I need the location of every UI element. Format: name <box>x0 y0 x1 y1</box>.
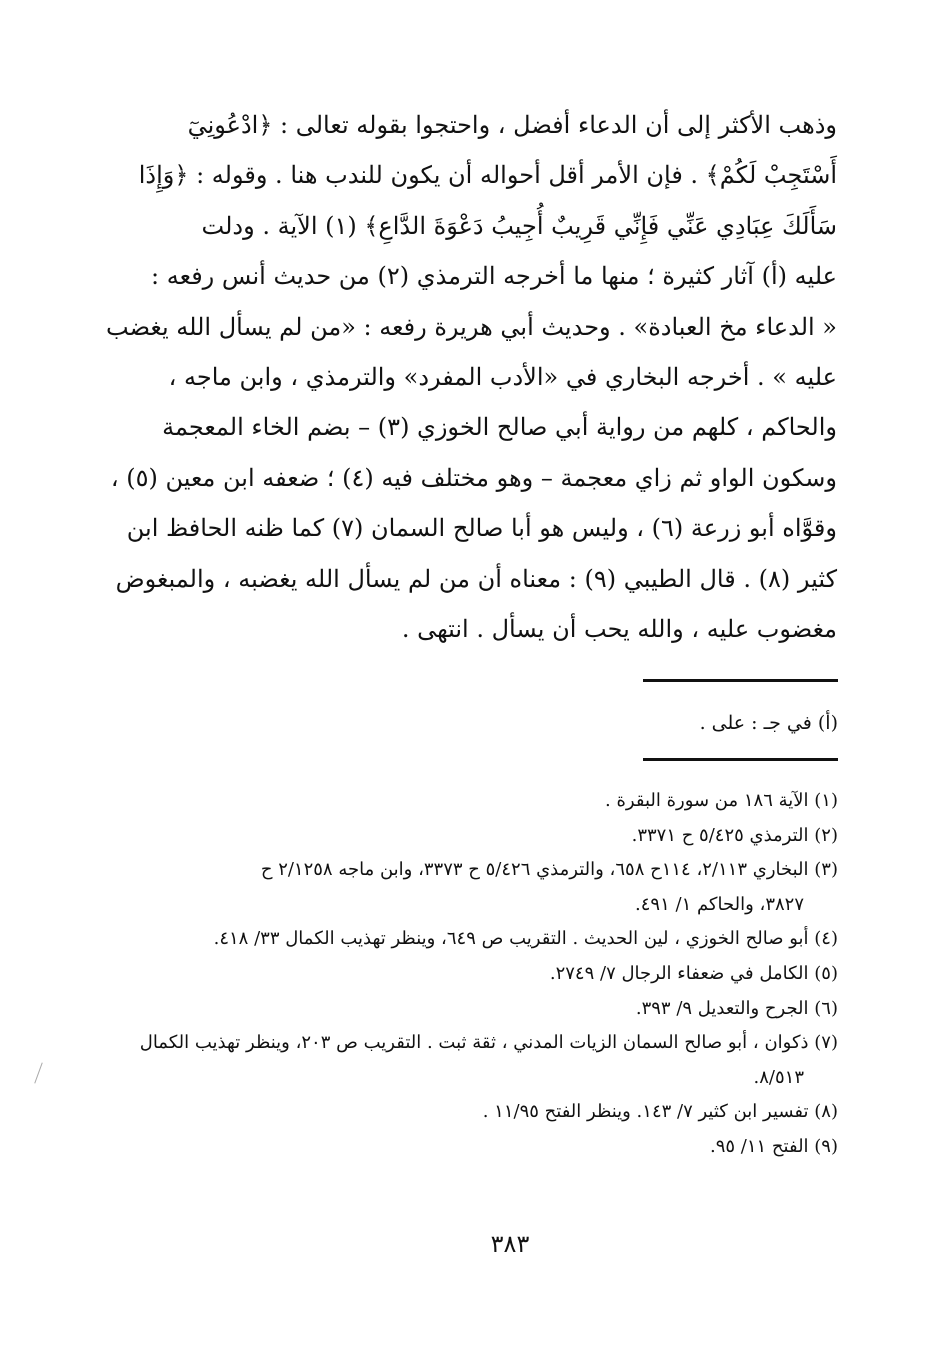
footnote-divider <box>643 758 838 761</box>
text-line: عليه (أ) آثار كثيرة ؛ منها ما أخرجه الترمذي (٢) من حديث أنس رفعه : <box>151 262 837 291</box>
footnote: (٤) أبو صالح الخوزي ، لين الحديث . التقريب ص ٦٤٩، وينظر تهذيب الكمال ٣٣/ ٤١٨. <box>213 928 838 950</box>
text-line: أَسْتَجِبْ لَكُمْ﴾ . فإن الأمر أقل أحواله أن يكون للندب هنا . وقوله : ﴿وَإِذَا <box>138 161 837 190</box>
text-line: وقوَّاه أبو زرعة (٦) ، وليس هو أبا صالح السمان (٧) كما ظنه الحافظ ابن <box>126 514 837 543</box>
footnote: (١) الآية ١٨٦ من سورة البقرة . <box>605 790 838 811</box>
text-line: كثير (٨) . قال الطيبي (٩) : معناه أن من لم يسأل الله يغضبه ، والمبغوض <box>115 564 837 593</box>
footnote: (٨) تفسير ابن كثير ٧/ ١٤٣. وينظر الفتح ١١/٩٥ . <box>482 1101 838 1123</box>
text-line: وسكون الواو ثم زاي معجمة – وهو مختلف فيه (٤) ؛ ضعفه ابن معين (٥) ، <box>110 463 837 492</box>
footnote: (٢) الترمذي ٥/٤٢٥ ح ٣٣٧١. <box>631 824 838 846</box>
main-text <box>106 100 837 654</box>
footnote: (٥) الكامل في ضعفاء الرجال ٧/ ٢٧٤٩. <box>549 962 838 984</box>
footnote-continuation: ٨/٥١٣. <box>753 1066 804 1088</box>
scan-mark <box>28 1060 50 1088</box>
page-number: ٣٨٣ <box>490 1230 530 1258</box>
text-line: « الدعاء مخ العبادة» . وحديث أبي هريرة رفعه : «من لم يسأل الله يغضب <box>106 312 837 341</box>
footnote: (٣) البخاري ٢/١١٣، ١١٤ح ٦٥٨، والترمذي ٥/٤٢٦ ح ٣٣٧٣، وابن ماجه ٢/١٢٥٨ ح <box>260 859 838 881</box>
footnote: (٧) ذكوان ، أبو صالح السمان الزيات المدني ، ثقة ثبت . التقريب ص ٢٠٣، وينظر تهذيب الكمال <box>139 1032 838 1054</box>
text-line: والحاكم ، كلهم من رواية أبي صالح الخوزي (٣) – بضم الخاء المعجمة <box>162 413 837 442</box>
footnote: (٩) الفتح ١١/ ٩٥. <box>709 1135 838 1157</box>
variant-note: (أ) في جـ : على . <box>699 712 838 734</box>
text-line: مغضوب عليه ، والله يحب أن يسأل . انتهى . <box>401 614 837 643</box>
text-line: عليه » . أخرجه البخاري في «الأدب المفرد» والترمذي ، وابن ماجه ، <box>168 362 837 391</box>
footnote: (٦) الجرح والتعديل ٩/ ٣٩٣. <box>635 997 838 1019</box>
text-line: وذهب الأكثر إلى أن الدعاء أفضل ، واحتجوا بقوله تعالى : ﴿ادْعُونِيٓ <box>187 111 837 139</box>
footnote-divider <box>643 679 838 682</box>
text-line: سَأَلَكَ عِبَادِي عَنِّي فَإِنِّي قَرِيبٌ أُجِيبُ دَعْوَةَ الدَّاعِ﴾ (١) الآية . ودلت <box>201 211 837 240</box>
footnotes <box>139 784 838 1165</box>
footnote-continuation: ٣٨٢٧، والحاكم ١/ ٤٩١. <box>635 893 804 915</box>
